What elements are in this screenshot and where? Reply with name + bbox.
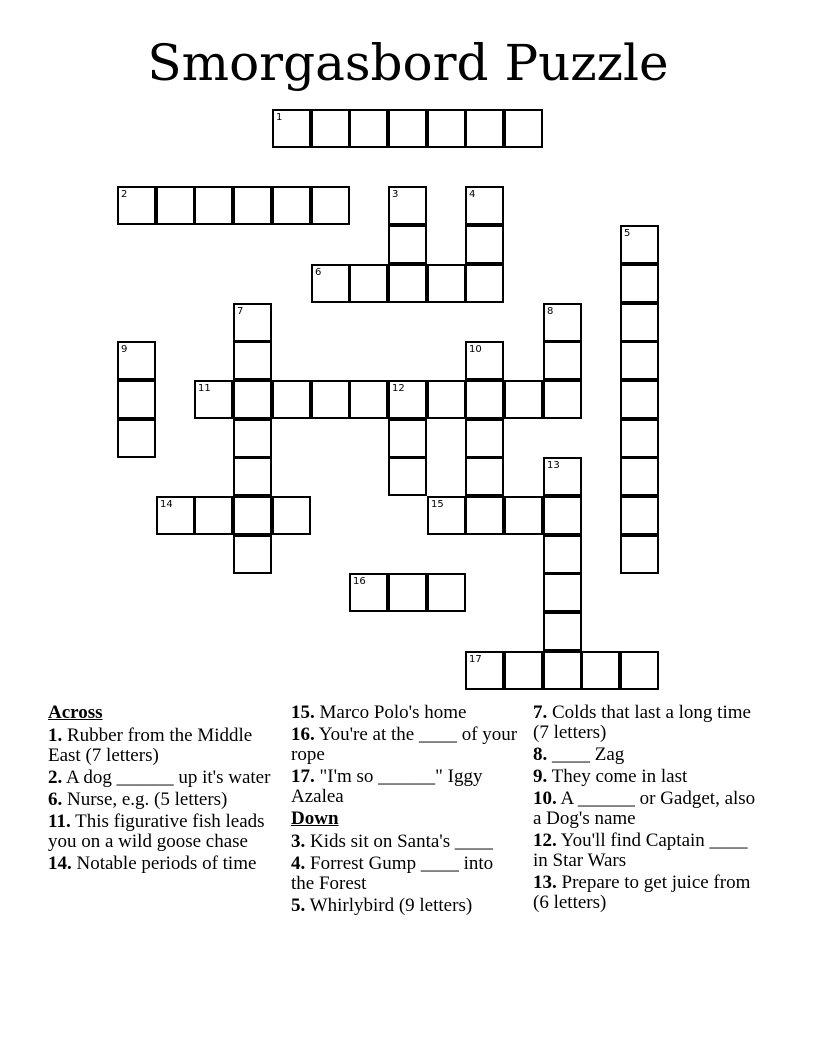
clue-item-number: 14.	[48, 853, 72, 874]
clue-number: 1	[276, 112, 283, 123]
grid-cell[interactable]	[504, 109, 543, 148]
clue-number: 2	[121, 189, 128, 200]
grid-cell[interactable]	[349, 264, 388, 303]
grid-cell[interactable]	[620, 225, 659, 264]
grid-cell[interactable]	[465, 264, 504, 303]
clue-number: 16	[353, 576, 366, 587]
clue-item-text: You're at the ____ of your rope	[291, 724, 518, 765]
grid-cell[interactable]	[117, 186, 156, 225]
grid-cell[interactable]	[272, 186, 311, 225]
clue-item-number: 4.	[291, 853, 306, 874]
clue-item-number: 12.	[533, 830, 557, 851]
grid-cell[interactable]	[543, 651, 582, 690]
clue-item-text: They come in last	[547, 766, 688, 787]
clue-item-number: 11.	[48, 811, 71, 832]
clue-item-number: 3.	[291, 831, 306, 852]
grid-cell[interactable]	[620, 496, 659, 535]
clue-number: 4	[469, 189, 476, 200]
clue-item-number: 5.	[291, 895, 306, 916]
grid-cell[interactable]	[465, 457, 504, 496]
clue-section-header: Across	[48, 702, 103, 723]
clue-column-3	[533, 703, 765, 915]
grid-cell[interactable]	[388, 186, 427, 225]
grid-cell[interactable]	[427, 573, 466, 612]
clue-section-header: Down	[291, 808, 339, 829]
clue-number: 13	[547, 460, 560, 471]
clue-item-text: ____ Zag	[547, 744, 625, 765]
clue-item	[48, 812, 280, 852]
clue-number: 17	[469, 654, 482, 665]
clue-item-text: Kids sit on Santa's ____	[305, 831, 493, 852]
grid-cell[interactable]	[272, 380, 311, 419]
grid-cell[interactable]	[427, 109, 466, 148]
grid-cell[interactable]	[233, 535, 272, 574]
grid-cell[interactable]	[388, 109, 427, 148]
clue-item	[48, 790, 280, 810]
grid-cell[interactable]	[427, 264, 466, 303]
grid-cell[interactable]	[388, 264, 427, 303]
grid-cell[interactable]	[581, 651, 620, 690]
grid-cell[interactable]	[620, 341, 659, 380]
grid-cell[interactable]	[117, 380, 156, 419]
clue-item-number: 2.	[48, 767, 63, 788]
clue-item-number: 16.	[291, 724, 315, 745]
grid-cell[interactable]	[543, 380, 582, 419]
clue-item-number: 17.	[291, 766, 315, 787]
grid-cell[interactable]	[504, 651, 543, 690]
clue-item-text: Whirlybird (9 letters)	[305, 895, 473, 916]
grid-cell[interactable]	[233, 419, 272, 458]
grid-cell[interactable]	[620, 535, 659, 574]
grid-cell[interactable]	[194, 186, 233, 225]
clue-item-number: 9.	[533, 766, 548, 787]
grid-cell[interactable]	[272, 496, 311, 535]
grid-cell[interactable]	[543, 612, 582, 651]
clue-item-text: Prepare to get juice from (6 letters)	[533, 872, 751, 913]
grid-cell[interactable]	[117, 341, 156, 380]
grid-cell[interactable]	[543, 341, 582, 380]
clue-item	[533, 703, 765, 743]
grid-cell[interactable]	[543, 457, 582, 496]
grid-cell[interactable]	[620, 380, 659, 419]
grid-cell[interactable]	[620, 264, 659, 303]
clue-number: 14	[160, 499, 173, 510]
grid-cell[interactable]	[233, 186, 272, 225]
grid-cell[interactable]	[156, 186, 195, 225]
clue-item	[533, 831, 765, 871]
page-title: Smorgasbord Puzzle	[147, 34, 669, 92]
clue-item	[533, 767, 765, 787]
clue-item-text: Marco Polo's home	[314, 702, 467, 723]
clue-item	[48, 854, 280, 874]
grid-cell[interactable]	[543, 535, 582, 574]
clue-item-number: 6.	[48, 789, 63, 810]
grid-cell[interactable]	[504, 496, 543, 535]
clue-item	[48, 726, 280, 766]
grid-cell[interactable]	[465, 225, 504, 264]
clue-item	[291, 703, 521, 723]
clue-item	[291, 854, 521, 894]
grid-cell[interactable]	[620, 651, 659, 690]
clue-item	[533, 873, 765, 913]
clue-number: 5	[624, 228, 631, 239]
grid-cell[interactable]	[233, 303, 272, 342]
clue-item-text: You'll find Captain ____ in Star Wars	[533, 830, 748, 871]
grid-cell[interactable]	[349, 573, 388, 612]
grid-cell[interactable]	[311, 186, 350, 225]
clue-item-number: 10.	[533, 788, 557, 809]
grid-cell[interactable]	[272, 109, 311, 148]
clue-item-text: Notable periods of time	[71, 853, 257, 874]
grid-cell[interactable]	[427, 496, 466, 535]
grid-cell[interactable]	[504, 380, 543, 419]
grid-cell[interactable]	[620, 419, 659, 458]
grid-cell[interactable]	[233, 380, 272, 419]
grid-cell[interactable]	[465, 496, 504, 535]
grid-cell[interactable]	[465, 109, 504, 148]
grid-cell[interactable]	[543, 303, 582, 342]
clue-number: 9	[121, 344, 128, 355]
grid-cell[interactable]	[388, 573, 427, 612]
grid-cell[interactable]	[388, 419, 427, 458]
grid-cell[interactable]	[388, 380, 427, 419]
clue-number: 10	[469, 344, 482, 355]
grid-cell[interactable]	[349, 109, 388, 148]
grid-cell[interactable]	[465, 651, 504, 690]
clue-item-number: 8.	[533, 744, 548, 765]
clue-item	[291, 767, 521, 807]
grid-cell[interactable]	[388, 457, 427, 496]
grid-cell[interactable]	[117, 419, 156, 458]
grid-cell[interactable]	[156, 496, 195, 535]
grid-cell[interactable]	[465, 186, 504, 225]
clue-item	[291, 725, 521, 765]
grid-cell[interactable]	[620, 457, 659, 496]
clue-item-number: 15.	[291, 702, 315, 723]
grid-cell[interactable]	[194, 380, 233, 419]
clue-item-number: 1.	[48, 725, 63, 746]
grid-cell[interactable]	[543, 573, 582, 612]
grid-cell[interactable]	[194, 496, 233, 535]
clue-item	[533, 789, 765, 829]
clue-item	[291, 896, 521, 916]
clue-item	[291, 832, 521, 852]
clue-item-text: Colds that last a long time (7 letters)	[533, 702, 751, 743]
clue-number: 15	[431, 499, 444, 510]
grid-cell[interactable]	[465, 341, 504, 380]
clue-number: 7	[237, 306, 244, 317]
grid-cell[interactable]	[543, 496, 582, 535]
clue-item	[533, 745, 765, 765]
grid-cell[interactable]	[233, 496, 272, 535]
clue-item-text: Rubber from the Middle East (7 letters)	[48, 725, 253, 766]
grid-cell[interactable]	[465, 419, 504, 458]
clue-number: 3	[392, 189, 399, 200]
grid-cell[interactable]	[233, 341, 272, 380]
clue-item-number: 7.	[533, 702, 548, 723]
clue-item-text: "I'm so ______" Iggy Azalea	[291, 766, 483, 807]
grid-cell[interactable]	[311, 264, 350, 303]
grid-cell[interactable]	[427, 380, 466, 419]
grid-cell[interactable]	[349, 380, 388, 419]
clue-item-number: 13.	[533, 872, 557, 893]
grid-cell[interactable]	[233, 457, 272, 496]
clue-item-text: Nurse, e.g. (5 letters)	[62, 789, 228, 810]
grid-cell[interactable]	[388, 225, 427, 264]
clue-number: 8	[547, 306, 554, 317]
clue-item-text: This figurative fish leads you on a wild goose chase	[48, 811, 265, 852]
clue-number: 6	[315, 267, 322, 278]
grid-cell[interactable]	[311, 109, 350, 148]
grid-cell[interactable]	[620, 303, 659, 342]
clue-item-text: A ______ or Gadget, also a Dog's name	[533, 788, 756, 829]
clue-number: 11	[198, 383, 211, 394]
clue-item	[48, 768, 280, 788]
clue-column-1	[48, 703, 280, 876]
clue-number: 12	[392, 383, 405, 394]
clue-column-2	[291, 703, 521, 918]
clue-item-text: A dog ______ up it's water	[62, 767, 271, 788]
grid-cell[interactable]	[465, 380, 504, 419]
clue-item-text: Forrest Gump ____ into the Forest	[291, 853, 494, 894]
grid-cell[interactable]	[311, 380, 350, 419]
